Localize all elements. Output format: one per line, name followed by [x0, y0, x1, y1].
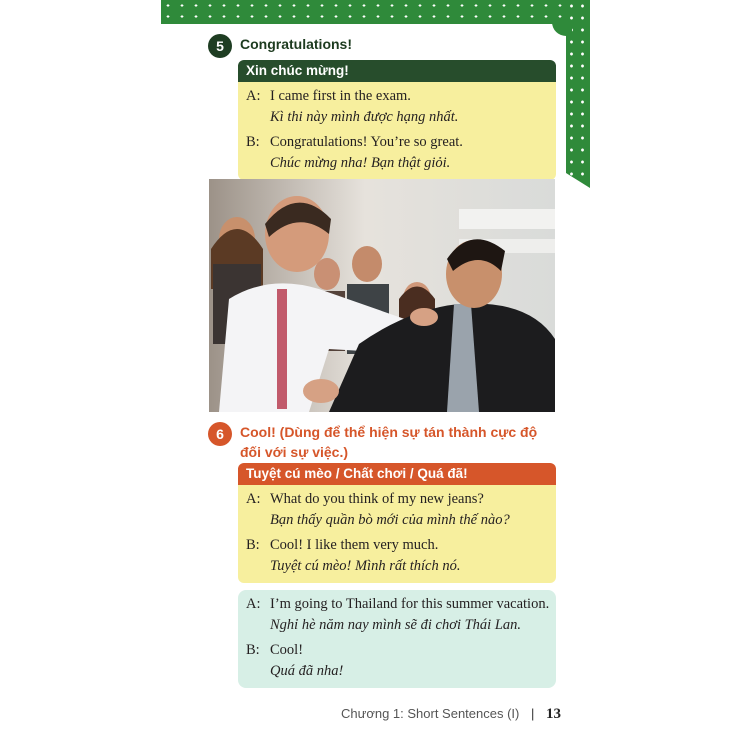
speaker-label: B: [246, 537, 260, 553]
section-number-5: 5 [208, 34, 232, 58]
vietnamese-text: Chúc mừng nha! Bạn thật giỏi. [270, 155, 451, 171]
dialogue-line-a [238, 489, 556, 510]
dialogue-line-a [238, 86, 556, 107]
dialogue-card-cool [238, 463, 556, 583]
dialogue-card-congratulations [238, 60, 556, 180]
page-footer [341, 704, 561, 724]
speaker-label: A: [246, 88, 261, 104]
card-body [238, 82, 556, 180]
section-heading-6: Cool! (Dùng để thể hiện sự tán thành cực độ đối với sự việc.) [240, 424, 538, 460]
english-text: Cool! I like them very much. [270, 537, 439, 553]
section-number-6: 6 [208, 422, 232, 446]
card-title: Xin chúc mừng! [238, 60, 556, 82]
card-title: Tuyệt cú mèo / Chất chơi / Quá đã! [238, 463, 556, 485]
section-heading-5: Congratulations! [240, 36, 352, 52]
english-text: I’m going to Thailand for this summer vacation. [270, 596, 550, 612]
speaker-label: B: [246, 642, 260, 658]
vietnamese-text: Quá đã nha! [270, 663, 344, 679]
english-text: What do you think of my new jeans? [270, 491, 484, 507]
speaker-label: A: [246, 596, 261, 612]
page-number: 13 [546, 706, 562, 722]
card-body [238, 485, 556, 583]
vietnamese-text: Kì thi này mình được hạng nhất. [270, 109, 459, 125]
vietnamese-text: Tuyệt cú mèo! Mình rất thích nó. [270, 558, 461, 574]
handshake-photo [209, 179, 555, 412]
english-text: I came first in the exam. [270, 88, 411, 104]
dialogue-line-b [238, 535, 556, 556]
vietnamese-text: Bạn thấy quần bò mới của mình thế nào? [270, 512, 510, 528]
english-text: Cool! [270, 642, 304, 658]
english-text: Congratulations! You’re so great. [270, 134, 463, 150]
top-dotted-band [161, 0, 590, 24]
dialogue-line-b [238, 640, 556, 661]
chapter-label: Chương 1: Short Sentences (I) [341, 706, 520, 721]
dialogue-line-a [238, 594, 556, 615]
speaker-label: B: [246, 134, 260, 150]
dialogue-line-b [238, 132, 556, 153]
speaker-label: A: [246, 491, 261, 507]
footer-separator: | [531, 706, 535, 721]
dialogue-card-thailand [238, 590, 556, 688]
vietnamese-text: Nghỉ hè năm nay mình sẽ đi chơi Thái Lan. [270, 617, 522, 633]
